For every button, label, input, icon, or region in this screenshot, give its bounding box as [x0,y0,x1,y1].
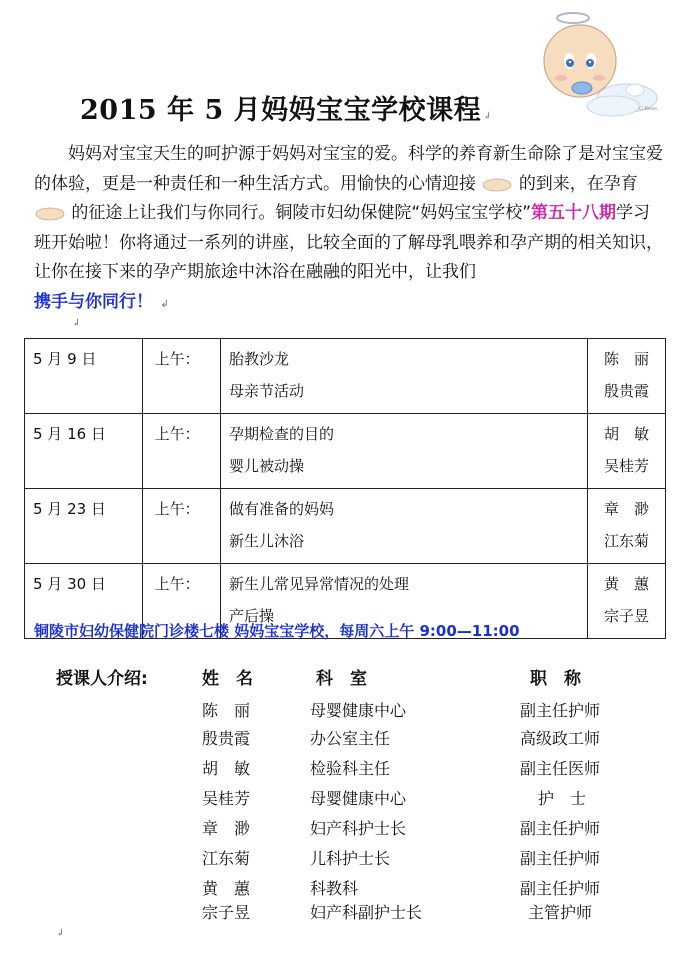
header-dept: 科 室 [316,669,367,689]
instructor-title: 副主任护师 [520,819,601,838]
schedule-teacher: 吴桂芳 [604,457,650,475]
page-title-text: 2015 年 5 月妈妈宝宝学校课程 [80,95,482,126]
instructor-row [0,816,700,844]
instructor-title: 副主任护师 [520,879,601,898]
intro-text-4: 学习班开始啦！你将通过一系列的讲座，比较全面的了解母乳喂养和孕产期的相关知识，让你在接下来的孕产期旅途中沐浴在融融的阳光中，让我们 [34,203,663,282]
instructor-dept: 母婴健康中心 [310,789,407,808]
instructor-row [0,726,700,754]
instructor-row [0,756,700,784]
instructor-dept: 科教科 [310,879,359,898]
schedule-topic: 做有准备的妈妈 [228,500,334,518]
schedule-date: 5 月 9 日 [33,350,97,368]
schedule-topic: 新生儿常见异常情况的处理 [228,575,409,593]
schedule-ampm: 上午： [154,500,200,518]
baby-caption: C.Rene [639,106,658,112]
instructor-title: 高级政工师 [520,729,601,748]
instructor-dept: 检验科主任 [310,759,391,778]
session-highlight: 第五十八期 [531,203,617,223]
instructor-name: 陈 丽 [202,701,251,720]
instructor-name: 黄 蕙 [202,879,251,898]
schedule-date: 5 月 23 日 [33,500,106,518]
table-row [25,489,666,564]
instructor-name: 宗子昱 [202,903,251,922]
together-highlight: 携手与你同行！ [34,291,153,312]
header-title: 职 称 [530,669,581,689]
instructor-row [0,786,700,814]
header-name: 姓 名 [202,669,253,689]
instructor-name: 章 渺 [202,819,251,838]
instructor-dept: 妇产科副护士长 [310,903,423,922]
schedule-teacher: 殷贵霞 [604,382,650,400]
schedule-topic: 婴儿被动操 [228,457,304,475]
paragraph-mark-icon: ↲ [72,318,81,329]
baby-mini-icon [34,205,66,221]
schedule-ampm: 上午： [154,575,200,593]
schedule-topic: 产后操 [228,607,274,625]
schedule-teacher: 宗子昱 [604,607,650,625]
schedule-table [24,338,666,639]
page-title [80,88,550,127]
schedule-teacher: 陈 丽 [604,350,650,368]
location-line: 铜陵市妇幼保健院门诊楼七楼 妈妈宝宝学校，每周六上午 9:00—11:00 [34,622,520,640]
paragraph-mark-icon: ↲ [56,928,65,939]
instructor-title: 副主任护师 [520,701,601,720]
instructor-label: 授课人介绍: [56,669,148,689]
schedule-topic: 胎教沙龙 [228,350,289,368]
instructor-row [0,846,700,874]
schedule-topic: 新生儿沐浴 [228,532,304,550]
instructor-dept: 儿科护士长 [310,849,391,868]
schedule-topic: 孕期检查的目的 [228,425,334,443]
schedule-ampm: 上午： [154,425,200,443]
instructor-title: 护 士 [538,789,587,808]
schedule-teacher: 黄 蕙 [604,575,650,593]
schedule-date: 5 月 16 日 [33,425,106,443]
schedule-date: 5 月 30 日 [33,575,106,593]
instructor-title: 主管护师 [528,903,593,922]
schedule-topic: 母亲节活动 [228,382,304,400]
schedule-teacher: 江东菊 [604,532,650,550]
instructor-row [0,698,700,726]
baby-angel-illustration [535,6,665,118]
intro-paragraph [34,140,664,319]
baby-mini-icon [481,176,513,192]
schedule-teacher: 章 渺 [604,500,650,518]
instructor-dept: 妇产科护士长 [310,819,407,838]
table-row [25,339,666,414]
paragraph-mark-icon: ↲ [483,111,493,122]
instructor-title: 副主任护师 [520,849,601,868]
instructor-name: 胡 敏 [202,759,251,778]
instructor-title: 副主任医师 [520,759,601,778]
instructor-name: 江东菊 [202,849,251,868]
schedule-teacher: 胡 敏 [604,425,650,443]
intro-text-2: 的到来，在孕育 [518,173,638,194]
instructor-name: 殷贵霞 [202,729,251,748]
paragraph-mark-icon: ↲ [160,298,169,310]
intro-text-3: 的征途上让我们与你同行。铜陵市妇幼保健院“妈妈宝宝学校” [71,203,532,223]
instructor-name: 吴桂芳 [202,789,251,808]
instructor-row [0,900,700,928]
intro-text-1: 妈妈对宝宝天生的呵护源于妈妈对宝宝的爱。科学的养育新生命除了是对宝宝爱的体验，更是一种责任和一种生活方式。用愉快的心情迎接 [34,144,663,194]
schedule-ampm: 上午： [154,350,200,368]
instructor-dept: 办公室主任 [310,729,391,748]
instructor-dept: 母婴健康中心 [310,701,407,720]
table-row [25,414,666,489]
